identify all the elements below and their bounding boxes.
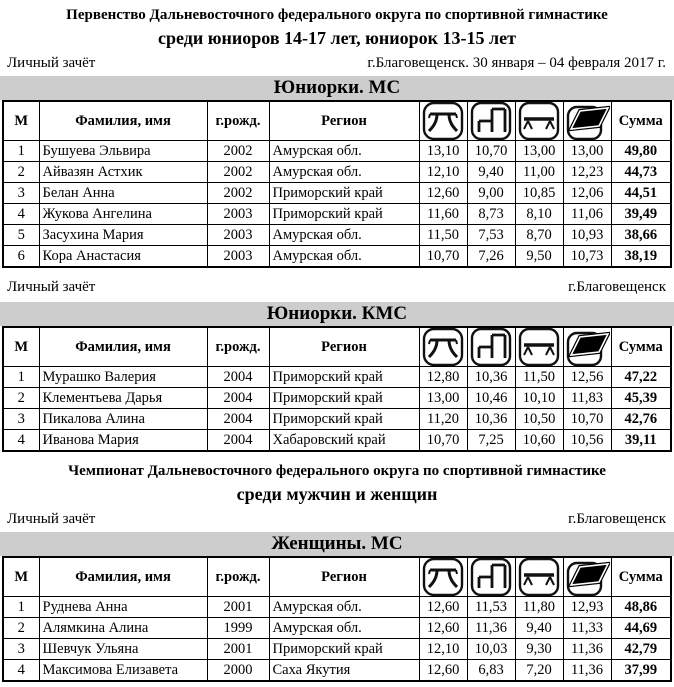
cell-score: 12,93 [563, 597, 611, 618]
cell-score: 10,36 [467, 409, 515, 430]
cell-sum: 44,51 [611, 183, 671, 204]
cell-score: 10,70 [419, 430, 467, 452]
cell-name: Жукова Ангелина [39, 204, 207, 225]
cell-rank: 2 [3, 162, 39, 183]
col-header-floor [563, 557, 611, 597]
cell-name: Пикалова Алина [39, 409, 207, 430]
col-header-floor [563, 101, 611, 141]
cell-score: 11,00 [515, 162, 563, 183]
cell-score: 10,03 [467, 639, 515, 660]
cell-score: 10,85 [515, 183, 563, 204]
cell-rank: 1 [3, 141, 39, 162]
floor-exercise-icon [564, 101, 610, 141]
cell-score: 9,40 [515, 618, 563, 639]
personal-standings-label: Личный зачёт [7, 55, 96, 71]
header-row [3, 557, 671, 597]
cell-rank: 4 [3, 660, 39, 682]
col-header-balance-beam [515, 557, 563, 597]
cell-score: 11,50 [515, 367, 563, 388]
col-header-balance-beam [515, 101, 563, 141]
section-banner-juniors-kms: Юниорки. КМС [0, 302, 674, 326]
cell-rank: 3 [3, 639, 39, 660]
cell-rank: 2 [3, 618, 39, 639]
venue-label: г.Благовещенск [568, 511, 666, 527]
col-header-vault [419, 557, 467, 597]
cell-rank: 3 [3, 409, 39, 430]
col-header-floor [563, 327, 611, 367]
cell-name: Максимова Елизавета [39, 660, 207, 682]
cell-year: 2002 [207, 183, 269, 204]
cell-score: 11,36 [563, 639, 611, 660]
results-table-juniors-ms [2, 100, 672, 268]
cell-year: 2004 [207, 430, 269, 452]
cell-score: 10,93 [563, 225, 611, 246]
cell-score: 11,36 [467, 618, 515, 639]
cell-score: 12,60 [419, 597, 467, 618]
cell-score: 10,46 [467, 388, 515, 409]
meta-row-1 [0, 51, 674, 76]
cell-score: 10,70 [563, 409, 611, 430]
cell-score: 13,00 [515, 141, 563, 162]
cell-score: 12,10 [419, 639, 467, 660]
balance-beam-icon [516, 327, 562, 367]
header-row [3, 327, 671, 367]
cell-sum: 42,79 [611, 639, 671, 660]
cell-year: 2002 [207, 141, 269, 162]
cell-sum: 48,86 [611, 597, 671, 618]
event1-subtitle: среди юниоров 14-17 лет, юниорок 13-15 лет [158, 28, 516, 48]
section-banner-juniors-ms: Юниорки. МС [0, 76, 674, 100]
col-header-year: г.рожд. [207, 101, 269, 141]
col-header-uneven-bars [467, 557, 515, 597]
cell-sum: 38,19 [611, 246, 671, 268]
col-header-region: Регион [269, 557, 419, 597]
cell-sum: 42,76 [611, 409, 671, 430]
cell-score: 11,53 [467, 597, 515, 618]
cell-year: 2000 [207, 660, 269, 682]
cell-region: Приморский край [269, 204, 419, 225]
results-table-women-ms [2, 556, 672, 682]
cell-score: 11,20 [419, 409, 467, 430]
venue-date-label: г.Благовещенск. 30 января – 04 февраля 2017 г. [367, 55, 666, 71]
col-header-year: г.рожд. [207, 557, 269, 597]
cell-score: 9,00 [467, 183, 515, 204]
cell-sum: 44,73 [611, 162, 671, 183]
table-row [3, 204, 671, 225]
cell-sum: 39,49 [611, 204, 671, 225]
col-header-name: Фамилия, имя [39, 557, 207, 597]
cell-score: 10,50 [515, 409, 563, 430]
vault-icon [420, 557, 466, 597]
cell-score: 11,83 [563, 388, 611, 409]
cell-name: Шевчук Ульяна [39, 639, 207, 660]
cell-score: 7,20 [515, 660, 563, 682]
cell-name: Белан Анна [39, 183, 207, 204]
col-header-region: Регион [269, 327, 419, 367]
table-row [3, 660, 671, 682]
cell-rank: 4 [3, 430, 39, 452]
table-row [3, 388, 671, 409]
cell-rank: 1 [3, 597, 39, 618]
cell-year: 2001 [207, 597, 269, 618]
cell-rank: 1 [3, 367, 39, 388]
cell-sum: 45,39 [611, 388, 671, 409]
cell-score: 9,40 [467, 162, 515, 183]
col-header-uneven-bars [467, 327, 515, 367]
cell-rank: 2 [3, 388, 39, 409]
cell-score: 7,53 [467, 225, 515, 246]
table-row [3, 430, 671, 452]
event2-subtitle: среди мужчин и женщин [236, 484, 438, 504]
venue-label: г.Благовещенск [568, 279, 666, 295]
col-header-rank: М [3, 557, 39, 597]
event2-title: Чемпионат Дальневосточного федерального округа по спортивной гимнастике [68, 463, 606, 479]
cell-score: 11,60 [419, 204, 467, 225]
cell-name: Айвазян Астхик [39, 162, 207, 183]
cell-score: 11,33 [563, 618, 611, 639]
cell-score: 10,60 [515, 430, 563, 452]
col-header-year: г.рожд. [207, 327, 269, 367]
col-header-vault [419, 327, 467, 367]
table-row [3, 141, 671, 162]
cell-rank: 3 [3, 183, 39, 204]
cell-score: 7,26 [467, 246, 515, 268]
cell-name: Мурашко Валерия [39, 367, 207, 388]
table-row [3, 618, 671, 639]
cell-score: 12,56 [563, 367, 611, 388]
cell-name: Бушуева Эльвира [39, 141, 207, 162]
cell-region: Приморский край [269, 409, 419, 430]
cell-name: Кора Анастасия [39, 246, 207, 268]
cell-sum: 49,80 [611, 141, 671, 162]
table-row [3, 367, 671, 388]
cell-score: 13,10 [419, 141, 467, 162]
cell-region: Амурская обл. [269, 597, 419, 618]
cell-year: 2004 [207, 388, 269, 409]
cell-year: 2003 [207, 204, 269, 225]
cell-year: 2004 [207, 409, 269, 430]
section-banner-women-ms: Женщины. МС [0, 532, 674, 556]
uneven-bars-icon [468, 327, 514, 367]
cell-year: 2001 [207, 639, 269, 660]
cell-score: 13,00 [563, 141, 611, 162]
cell-score: 10,56 [563, 430, 611, 452]
personal-standings-label: Личный зачёт [7, 511, 96, 527]
cell-score: 12,60 [419, 618, 467, 639]
cell-score: 9,50 [515, 246, 563, 268]
cell-year: 2003 [207, 246, 269, 268]
cell-sum: 37,99 [611, 660, 671, 682]
table-row [3, 639, 671, 660]
vault-icon [420, 327, 466, 367]
cell-score: 10,73 [563, 246, 611, 268]
col-header-balance-beam [515, 327, 563, 367]
col-header-rank: М [3, 327, 39, 367]
cell-score: 10,36 [467, 367, 515, 388]
col-header-vault [419, 101, 467, 141]
cell-score: 11,06 [563, 204, 611, 225]
cell-region: Приморский край [269, 183, 419, 204]
vault-icon [420, 101, 466, 141]
cell-score: 10,10 [515, 388, 563, 409]
cell-score: 8,73 [467, 204, 515, 225]
cell-region: Амурская обл. [269, 618, 419, 639]
floor-exercise-icon [564, 327, 610, 367]
cell-score: 11,50 [419, 225, 467, 246]
cell-region: Амурская обл. [269, 225, 419, 246]
cell-score: 12,60 [419, 660, 467, 682]
cell-score: 12,10 [419, 162, 467, 183]
cell-rank: 4 [3, 204, 39, 225]
cell-region: Хабаровский край [269, 430, 419, 452]
cell-region: Амурская обл. [269, 162, 419, 183]
col-header-name: Фамилия, имя [39, 101, 207, 141]
balance-beam-icon [516, 557, 562, 597]
cell-year: 2003 [207, 225, 269, 246]
cell-score: 12,23 [563, 162, 611, 183]
table-row [3, 225, 671, 246]
cell-name: Руднева Анна [39, 597, 207, 618]
cell-region: Приморский край [269, 639, 419, 660]
cell-region: Приморский край [269, 367, 419, 388]
meta-row-2 [0, 268, 674, 302]
cell-region: Амурская обл. [269, 141, 419, 162]
cell-sum: 47,22 [611, 367, 671, 388]
cell-score: 8,10 [515, 204, 563, 225]
table-row [3, 409, 671, 430]
col-header-name: Фамилия, имя [39, 327, 207, 367]
cell-score: 12,06 [563, 183, 611, 204]
table-row [3, 162, 671, 183]
cell-year: 2004 [207, 367, 269, 388]
col-header-region: Регион [269, 101, 419, 141]
cell-rank: 6 [3, 246, 39, 268]
meta-row-3 [0, 507, 674, 532]
event1-title: Первенство Дальневосточного федерального округа по спортивной гимнастике [66, 7, 608, 23]
cell-year: 2002 [207, 162, 269, 183]
results-table-juniors-kms [2, 326, 672, 452]
cell-region: Приморский край [269, 388, 419, 409]
cell-sum: 44,69 [611, 618, 671, 639]
cell-region: Амурская обл. [269, 246, 419, 268]
floor-exercise-icon [564, 557, 610, 597]
cell-score: 10,70 [467, 141, 515, 162]
col-header-sum: Сумма [611, 101, 671, 141]
cell-score: 12,80 [419, 367, 467, 388]
cell-sum: 38,66 [611, 225, 671, 246]
cell-name: Засухина Мария [39, 225, 207, 246]
cell-region: Саха Якутия [269, 660, 419, 682]
cell-name: Алямкина Алина [39, 618, 207, 639]
personal-standings-label: Личный зачёт [7, 279, 96, 295]
table-row [3, 597, 671, 618]
header-row [3, 101, 671, 141]
cell-name: Клементьева Дарья [39, 388, 207, 409]
table-row [3, 183, 671, 204]
balance-beam-icon [516, 101, 562, 141]
cell-score: 7,25 [467, 430, 515, 452]
col-header-rank: М [3, 101, 39, 141]
cell-score: 6,83 [467, 660, 515, 682]
cell-name: Иванова Мария [39, 430, 207, 452]
cell-score: 11,80 [515, 597, 563, 618]
uneven-bars-icon [468, 557, 514, 597]
cell-sum: 39,11 [611, 430, 671, 452]
cell-score: 13,00 [419, 388, 467, 409]
cell-rank: 5 [3, 225, 39, 246]
cell-year: 1999 [207, 618, 269, 639]
cell-score: 10,70 [419, 246, 467, 268]
cell-score: 9,30 [515, 639, 563, 660]
col-header-sum: Сумма [611, 327, 671, 367]
cell-score: 8,70 [515, 225, 563, 246]
uneven-bars-icon [468, 101, 514, 141]
cell-score: 12,60 [419, 183, 467, 204]
cell-score: 11,36 [563, 660, 611, 682]
col-header-uneven-bars [467, 101, 515, 141]
col-header-sum: Сумма [611, 557, 671, 597]
table-row [3, 246, 671, 268]
